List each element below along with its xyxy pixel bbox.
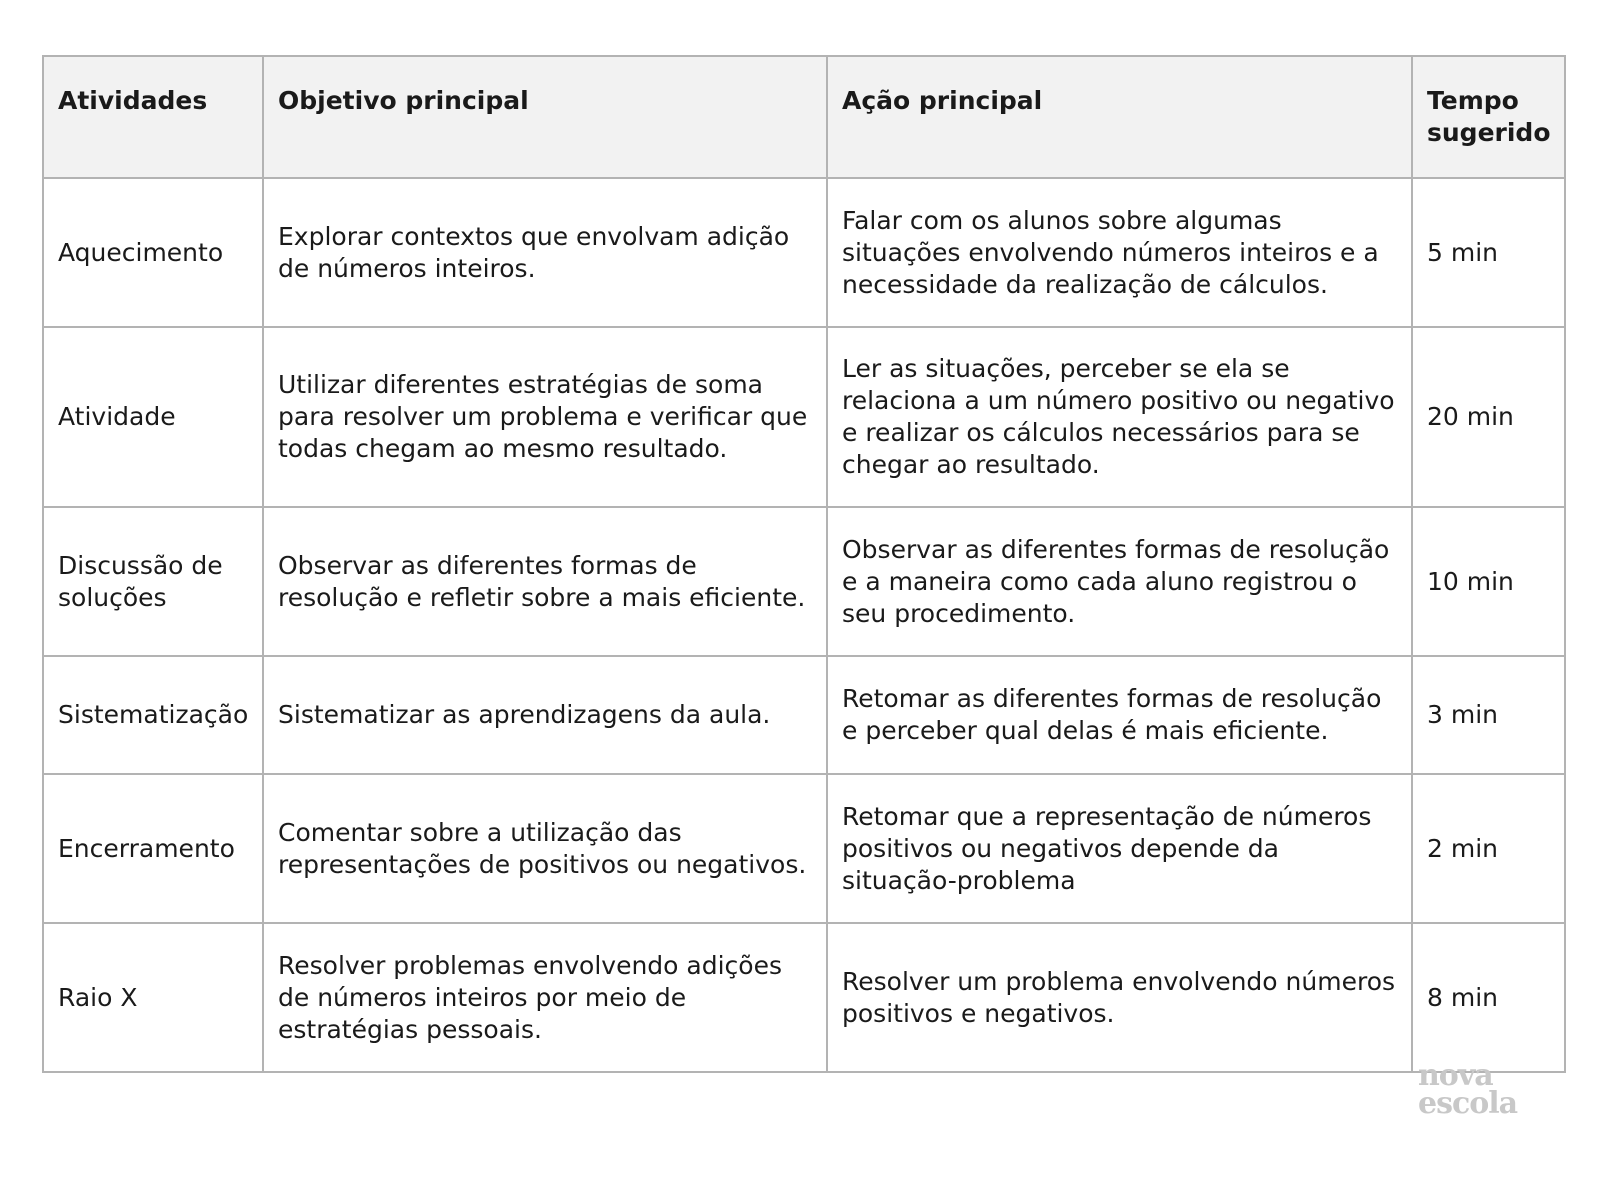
- table-row: [43, 774, 1565, 923]
- cell-activity: Atividade: [43, 327, 263, 507]
- cell-time: 5 min: [1412, 178, 1565, 327]
- cell-activity: Encerramento: [43, 774, 263, 923]
- cell-action: Observar as diferentes formas de resolução e a maneira como cada aluno registrou o seu procedimento.: [827, 507, 1412, 656]
- cell-activity: Raio X: [43, 923, 263, 1072]
- cell-time: 10 min: [1412, 507, 1565, 656]
- cell-objective: Resolver problemas envolvendo adições de números inteiros por meio de estratégias pessoais.: [263, 923, 827, 1072]
- cell-activity: Discussão de soluções: [43, 507, 263, 656]
- cell-action: Ler as situações, perceber se ela se relaciona a um número positivo ou negativo e realizar os cálculos necessários para se chegar ao resultado.: [827, 327, 1412, 507]
- cell-action: Retomar as diferentes formas de resolução e perceber qual delas é mais eficiente.: [827, 656, 1412, 774]
- table-row: [43, 178, 1565, 327]
- cell-objective: Observar as diferentes formas de resolução e refletir sobre a mais eficiente.: [263, 507, 827, 656]
- table-header: [43, 56, 1565, 178]
- cell-objective: Sistematizar as aprendizagens da aula.: [263, 656, 827, 774]
- cell-time: 2 min: [1412, 774, 1565, 923]
- cell-action: Retomar que a representação de números positivos ou negativos depende da situação-problema: [827, 774, 1412, 923]
- table-body: [43, 178, 1565, 1072]
- table-row: [43, 507, 1565, 656]
- header-action: Ação principal: [827, 56, 1412, 178]
- cell-time: 8 min: [1412, 923, 1565, 1072]
- table-row: [43, 923, 1565, 1072]
- logo-line-escola: escola: [1418, 1086, 1518, 1121]
- logo-line-nova: nova: [1418, 1058, 1493, 1093]
- lesson-plan-table: [42, 55, 1566, 1073]
- table-row: [43, 327, 1565, 507]
- cell-objective: Utilizar diferentes estratégias de soma para resolver um problema e verificar que todas chegam ao mesmo resultado.: [263, 327, 827, 507]
- header-objective: Objetivo principal: [263, 56, 827, 178]
- cell-action: Falar com os alunos sobre algumas situações envolvendo números inteiros e a necessidade da realização de cálculos.: [827, 178, 1412, 327]
- header-activities: Atividades: [43, 56, 263, 178]
- header-row: [43, 56, 1565, 178]
- cell-time: 3 min: [1412, 656, 1565, 774]
- cell-objective: Explorar contextos que envolvam adição de números inteiros.: [263, 178, 827, 327]
- cell-objective: Comentar sobre a utilização das representações de positivos ou negativos.: [263, 774, 827, 923]
- header-time: Tempo sugerido: [1412, 56, 1565, 178]
- cell-time: 20 min: [1412, 327, 1565, 507]
- table-row: [43, 656, 1565, 774]
- cell-activity: Aquecimento: [43, 178, 263, 327]
- cell-action: Resolver um problema envolvendo números positivos e negativos.: [827, 923, 1412, 1072]
- nova-escola-logo: [1418, 1058, 1538, 1121]
- cell-activity: Sistematização: [43, 656, 263, 774]
